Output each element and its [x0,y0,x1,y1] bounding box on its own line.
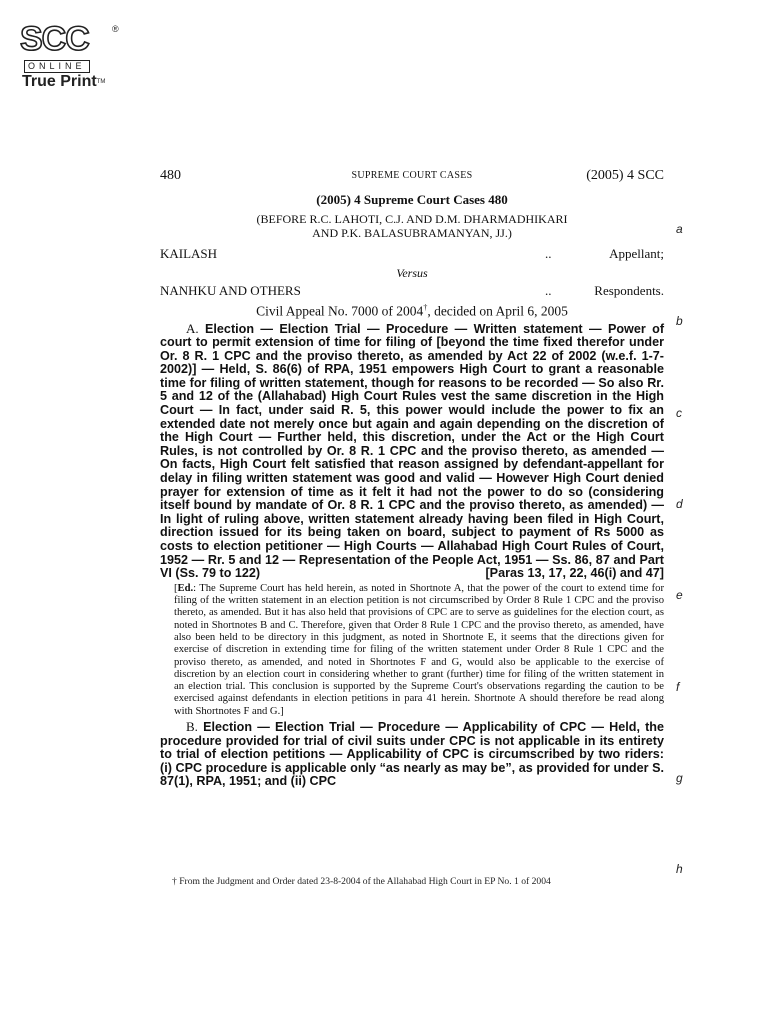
editor-note-label: Ed. [177,582,194,594]
bench-line-2: AND P.K. BALASUBRAMANYAN, JJ.) [312,226,512,240]
editor-note: [Ed.: The Supreme Court has held herein, as noted in Shortnote A, that the power of the court to extend time for filing of the written statement in an election petition is not circumscribed by Order 8 Rule 1 CPC and the proviso thereto, as amended. But it has also held that provisions of CPC are to serve as guidelines for the election court, as noted in Shortnotes B and C. Therefore, given that Order 8 Rule 1 CPC and the proviso thereto, as amended, have also been held to be directory in this judgment, as noted in Shortnote E, it seems that the directions given for exercise of discretion in extending time for filing of the written statement under Order 8 Rule 1 CPC and the proviso thereto, as amended, and noted in Shortnotes F and G, would also be applicable to the exercise of discretion by an election court in considering whether to grant (further) time for filing of the written statement in an election trial. This conclusion is supported by the Supreme Court's observations regarding the caution to be exercised against defendants in election petitions in para 41 herein. Shortnote A should therefore be read along with Shortnotes F and G.] [174,582,664,717]
appeal-dagger: † [423,303,428,312]
headnote-a-paras: [Paras 13, 17, 22, 46(i) and 47] [485,566,664,581]
volume-citation: (2005) 4 SCC [586,168,664,183]
page-body [160,168,664,789]
case-citation: (2005) 4 Supreme Court Cases 480 [316,192,508,207]
journal-name: SUPREME COURT CASES [351,170,473,181]
headnote-a-text: Election — Election Trial — Procedure — Written statement — Power of court to permit extension of time for filing of [beyond the time fixed therefor under Or. 8 R. 1 CPC and the proviso thereto, as amended by Act 22 of 2002 (w.e.f. 1-7-2002)] — Held, S. 86(6) of RPA, 1951 empowers High Court to grant a reasonable time for filing of written statement, though for reasons to be recorded — So also Rr. 5 and 12 of the (Allahabad) High Court Rules vest the same discretion in the High Court — In fact, under said R. 5, this power would include the power to fix an extended date not merely once but again and again depending on the discretion of the High Court — Further held, this discretion, under the Act or the High Court Rules, is not controlled by Or. 8 R. 1 CPC and the proviso thereto, as amended — On facts, High Court felt satisfied that reason assigned by defendant-appellant for delay in filing written statement was good and valid — However High Court denied prayer for extension of time as it felt it had not the power to do so (considering itself bound by mandate of Or. 8 R. 1 CPC and the proviso thereto, as amended) — In light of ruling above, written statement already having been filed in High Court, direction issued for its being taken on board, subject to payment of Rs 5000 as costs to election petitioner — High Courts — Allahabad High Court Rules of Court, 1952 — Rr. 5 and 12 — Representation of the People Act, 1951 — Ss. 86, 87 and Part VI (Ss. 79 to 122) [160,321,665,581]
logo-brand: SCC [20,20,89,58]
editor-note-text: : The Supreme Court has held herein, as noted in Shortnote A, that the power of the court to extend time for filing of the written statement in an election petition is not circumscribed by Order 8 Rule 1 CPC and the proviso thereto, as amended. But it has also held that provisions of CPC are to serve as guidelines for the election court, as noted in Shortnotes B and C. Therefore, given that Order 8 Rule 1 CPC and the proviso thereto, as amended, have also been held to be directory in this judgment, as noted in Shortnote E, it seems that the directions given for exercise of discretion in extending time for filing of the written statement under Order 8 Rule 1 CPC and the proviso thereto, as amended, and noted in Shortnotes F and G, would also be applicable to the exercise of discretion by an election court in considering whether to grant (further) time for filing of the written statement in an election trial. This conclusion is supported by the Supreme Court's observations regarding the caution to be exercised against defendants in election petitions in para 41 herein. Shortnote A should therefore be read along with Shortnotes F and G.] [174,582,664,717]
margin-letter-e: e [676,588,683,602]
margin-letter-c: c [676,406,682,420]
bench-line-1: (BEFORE R.C. LAHOTI, C.J. AND D.M. DHARMADHIKARI [256,212,568,226]
scc-online-logo [12,22,122,94]
respondent-role: Respondents. [594,283,664,298]
respondent-row [160,283,664,301]
headnote-b [160,720,664,789]
versus: Versus [396,266,428,280]
margin-letter-d: d [676,497,683,511]
appellant-row [160,246,664,264]
footnote-text: From the Judgment and Order dated 23-8-2004 of the Allahabad High Court in EP No. 1 of 2004 [176,876,551,887]
appellant-role: Appellant; [609,246,664,261]
margin-letter-b: b [676,314,683,328]
headnote-b-text: Election — Election Trial — Procedure — Applicability of CPC — Held, the procedure provided for trial of civil suits under CPC is not applicable in its entirety to trial of election petitions — Applicability of CPC is circumscribed by two riders: (i) CPC procedure is applicable only “as nearly as may be”, as provided for under S. 87(1), RPA, 1951; and (ii) CPC [160,720,664,789]
headnote-b-label: B. [186,719,198,735]
appellant-name: KAILASH [160,246,218,261]
footnote-dagger: † [172,876,177,887]
respondent-name: NANHKU AND OTHERS [160,283,301,298]
margin-letter-f: f [676,680,680,694]
respondent-dots: .. [545,283,552,298]
running-header [160,168,664,188]
appellant-dots: .. [545,246,552,261]
margin-letter-a: a [676,222,683,236]
bench [160,212,664,240]
page-number: 480 [160,168,181,183]
margin-letter-h: h [676,862,683,876]
logo-registered-mark: ® [112,24,119,34]
margin-letter-g: g [676,771,683,785]
appeal-line: Civil Appeal No. 7000 of 2004†, decided on April 6, 2005 [256,303,568,319]
footnote [172,876,664,888]
headnote-a-label: A. [186,320,199,336]
headnote-a [160,322,664,581]
logo-tagline: True Print™ [22,73,106,90]
logo-online-box: ONLINE [24,60,90,73]
logo-tm: TM [96,79,106,85]
